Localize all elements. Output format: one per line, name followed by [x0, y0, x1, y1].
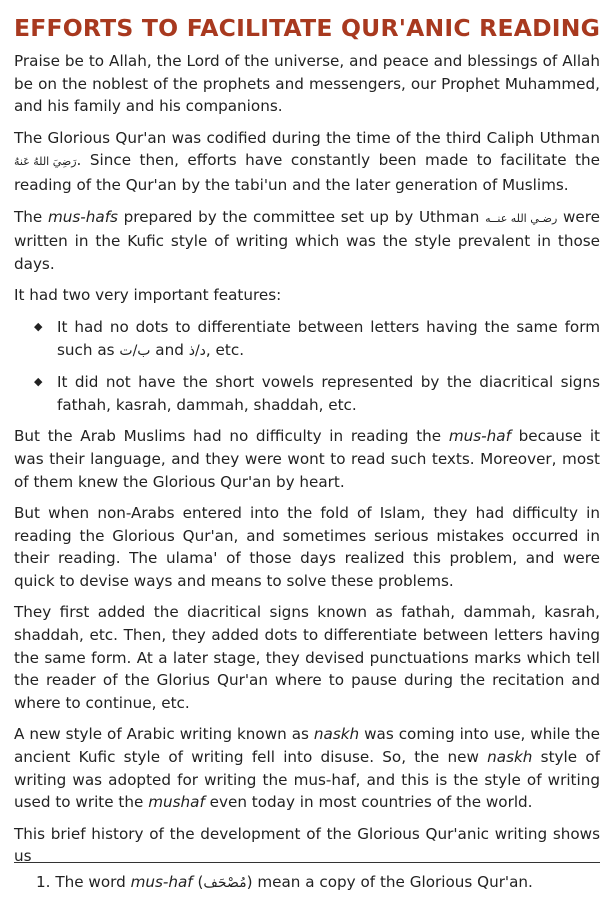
bullet-icon: ◆: [34, 375, 43, 389]
term-naskh: naskh: [487, 748, 533, 767]
text: The Glorious Qur'an was codified during the time of the third Caliph Uthman: [14, 128, 600, 147]
paragraph-features-intro: It had two very important features:: [14, 286, 282, 305]
term-mus-haf: mus-haf: [448, 427, 511, 446]
arabic-honorific: رَضِيَ اللهُ عَنهُ: [14, 155, 77, 169]
footnote: [36, 871, 533, 894]
arabic-letters: د/ذ: [188, 342, 206, 359]
text: It had no dots to differentiate between letters having the same form such as: [57, 317, 600, 359]
paragraph-naskh: [14, 723, 600, 813]
arabic-word: مُصْحَف: [203, 875, 247, 891]
list-item: [34, 316, 600, 362]
paragraph-non-arabs: But when non-Arabs entered into the fold of Islam, they had difficulty in reading the Glorious Qur'an, and sometimes serious mistakes occurred in their reading. The ulama' of those days realized this problem, and were quick to devise ways and means to solve these problems.: [14, 504, 600, 590]
text: . Since then, efforts have constantly been made to facilitate the reading of the Qur'an by the tabi'un and the later generation of Muslims.: [14, 151, 600, 194]
term-mus-hafs: mus-hafs: [47, 207, 118, 226]
text: even today in most countries of the world.: [204, 793, 533, 812]
footnote-number: 1.: [36, 873, 51, 891]
text: and: [150, 340, 189, 359]
paragraph-mushafs: [14, 206, 600, 276]
text: But the Arab Muslims had no difficulty in reading the: [14, 427, 449, 446]
page-title: EFFORTS TO FACILITATE QUR'ANIC READING: [14, 14, 601, 42]
features-list: [14, 316, 600, 416]
text: It did not have the short vowels represented by the diacritical signs fathah, kasrah, dammah, shaddah, etc.: [57, 373, 600, 414]
page-content: [14, 14, 600, 877]
term-mus-haf: mus-haf: [130, 873, 193, 891]
paragraph-arab-muslims: [14, 425, 600, 493]
arabic-honorific: رضـي الله عنــه: [485, 211, 558, 225]
paragraph-diacritics: They first added the diacritical signs known as fathah, dammah, kasrah, shaddah, etc. Then, they added dots to differentiate between letters having the same form. At a later stage, they devised punctuations marks which tell the reader of the Glorius Qur'an where to pause during the recitation and where to continue, etc.: [14, 603, 600, 712]
term-naskh: naskh: [313, 725, 360, 744]
text: were written in the Kufic style of writing which was the style prevalent in those days.: [14, 207, 600, 273]
text: mean a copy of the Glorious Qur'an.: [252, 873, 533, 891]
footnote-divider: [14, 862, 600, 863]
text: because it was their language, and they were wont to read such texts. Moreover, most of them knew the Glorious Qur'an by heart.: [14, 427, 600, 491]
paragraph-codification: [14, 127, 600, 197]
term-mushaf: mushaf: [148, 793, 205, 812]
text: A new style of Arabic writing known as: [14, 725, 314, 744]
list-item: [34, 371, 600, 416]
text: prepared by the committee set up by Uthman: [117, 207, 486, 226]
bullet-icon: ◆: [34, 319, 43, 333]
arabic-letters: ب/ت: [119, 342, 151, 359]
text: ): [246, 873, 253, 891]
text: was coming into use, while the ancient Kufic style of writing fell into disuse. So, the new: [14, 725, 600, 767]
text: (: [192, 873, 204, 891]
text: style of writing was adopted for writing the mus-haf, and this is the style of writing used to write the: [14, 748, 600, 812]
paragraph-history: This brief history of the development of the Glorious Qur'anic writing shows us: [14, 824, 600, 866]
text: The word: [50, 873, 131, 891]
text: The: [14, 207, 48, 226]
paragraph-opening: Praise be to Allah, the Lord of the universe, and peace and blessings of Allah be on the noblest of the prophets and messengers, our Prophet Muhammed, and his family and his companions.: [14, 52, 600, 116]
text: , etc.: [205, 340, 245, 359]
